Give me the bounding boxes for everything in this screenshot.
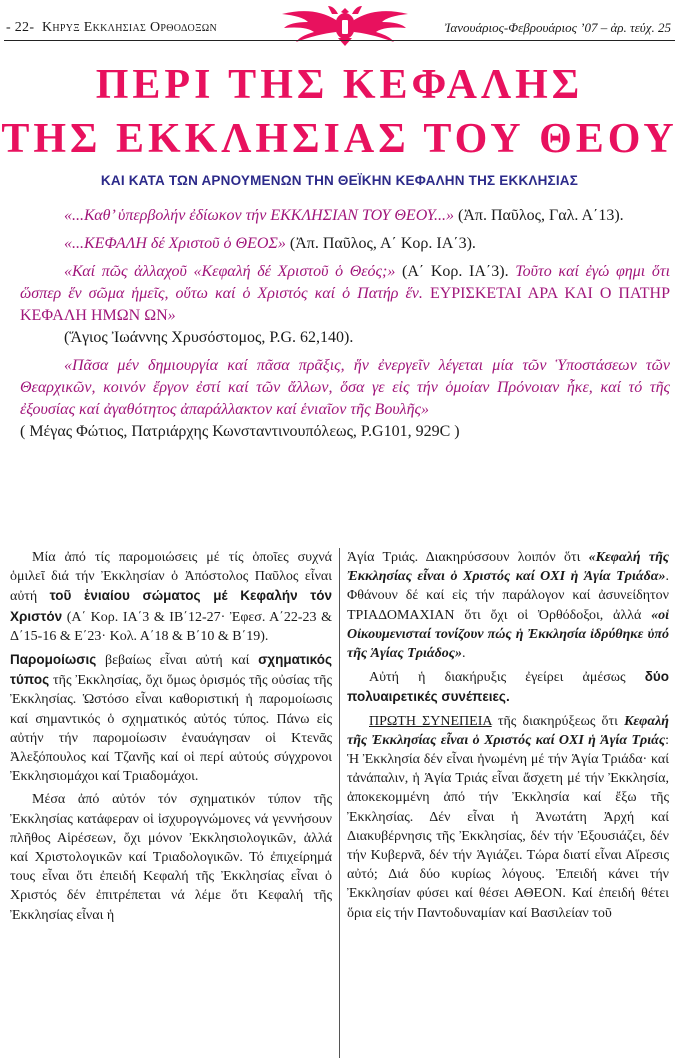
publication-name: Κηρυξ Εκκλησιας Ορθοδοξων [41,20,218,35]
right-column [347,548,669,927]
quote-1 [20,205,670,227]
quote-3-ref-b: (Ἅγιος Ἰωάννης Χρυσόστομος, P.G. 62,140). [64,329,354,346]
left-paragraph-2: Παρομοίωσις βεβαίως εἶναι αὐτή καί σχηματικός τύπος τῆς Ἐκκλησίας, ὄχι ὅμως ὁρισμός τῆς οὐσίας τῆς Ἐκκλησίας. Ὡστόσο εἶναι καθοριστική ἡ παρομοίωσις καί σημαντικός ὁ σχηματικός αὐτός τύπος. Πάνω εἰς αὐτήν τήν παρομοίωσιν ἐναυάγησαν οἱ Κτενᾶς Ἀλεξόπουλος καί Τζανῆς καί οἱ περί αὐτούς σύγχρονοι Ἐκκλησιομάχοι καί Τριαδομάχοι. [10,652,332,785]
page-number-and-publication [6,20,217,36]
page-header [0,0,679,46]
left-paragraph-1: Μία ἀπό τίς παρομοιώσεις μέ τίς ὁποῖες συχνά ὁμιλεῖ διά τήν Ἐκκλησίαν ὁ Ἀπόστολος Παῦλος εἶναι αὐτή τοῦ ἑνιαίου σώματος μέ Κεφαλήν τόν Χριστόν (Α΄ Κορ. ΙΑ΄3 & ΙΒ΄12-27· Ἐφεσ. Α΄22-23 & Δ΄15-16 & Ε΄23· Κολ. Α΄18 & Β΄10 & Β΄19). [10,550,332,644]
subtitle: ΚΑΙ ΚΑΤΑ ΤΩΝ ΑΡΝΟΥΜΕΝΩΝ ΤΗΝ ΘΕΪΚΗΝ ΚΕΦΑΛΗΝ ΤΗΣ ΕΚΚΛΗΣΙΑΣ [100,173,579,188]
first-consequence-heading: ΠΡΩΤΗ ΣΥΝΕΠΕΙΑ [369,713,492,729]
quote-3-close: » [167,307,176,324]
title-line-1: ΠΕΡΙ ΤΗΣ ΚΕΦΑΛΗΣ [95,62,584,108]
right-paragraph-1: Ἁγία Τριάς. Διακηρύσσουν λοιπόν ὅτι «Κεφαλή τῆς Ἐκκλησίας εἶναι ὁ Χριστός καί ΟΧΙ ἡ Ἁγία Τριάδα». Φθάνουν δέ καί εἰς τήν παράλογον καί ἀσυνείδητον ΤΡΙΑΔΟΜΑΧΙΑΝ ὅτι ὄχι οἱ Ὀρθόδοξοι, ἀλλά «οἱ Οἰκουμενισταί τονίζουν πώς ἡ Ἐκκλησία ἱδρύθηκε ὑπό τῆς Ἁγίας Τριάδος». [347,550,669,662]
left-paragraph-3: Μέσα ἀπό αὐτόν τόν σχηματικόν τύπον τῆς Ἐκκλησίας κατάφεραν οἱ ἰσχυρογνώμονες νά γεννήσουν πλῆθος Αἱρέσεων, ὄχι μόνον Ἐκκλησιολογικῶν, ἀλλά καί Χριστολογικῶν καί Τριαδολογικῶν. Τό ἐπιχείρημά τους εἶναι ὅτι ἐπειδή Κεφαλή τῆς Ἐκκλησίας εἶναι ὁ Χριστός δέν ἐπιτρέπεται νά λέμε ὅτι Κεφαλή τῆς Ἐκκλησίας εἶναι ἡ [10,792,332,923]
quote-4-text: «Πᾶσα μέν δημιουργία καί πᾶσα πρᾶξις, ἥν ἐνεργεῖν λέγεται μία τῶν Ὑποστάσεων τῶν Θεαρχικῶν, κοινόν ἔργον ἐστί καί τῶν ἄλλων, ὅσα γε εἰς τήν ὁμοίαν Πρόνοιαν ἧκε, καί τό τῆς ἐξουσίας καί ἀγαθότητος ἀπαράλλακτον καί ἑνιαῖον τῆς Βουλῆς» [20,357,670,418]
page-number: - 22- [6,20,35,35]
quote-3 [20,261,670,349]
left-p1-bold: τοῦ ἑνιαίου σώματος μέ Κεφαλήν τόν Χριστόν [10,588,332,624]
quote-4 [20,355,670,443]
quote-1-text: «...Καθ’ ὑπερβολήν ἐδίωκον τήν ΕΚΚΛΗΣΙΑΝ ΤΟΥ ΘΕΟΥ...» [64,207,455,224]
quote-2 [20,233,670,255]
title-line-2: ΤΗΣ ΕΚΚΛΗΣΙΑΣ ΤΟΥ ΘΕΟΥ [1,116,678,162]
quote-2-text: «...ΚΕΦΑΛΗ δέ Χριστοῦ ὁ ΘΕΟΣ» [64,235,286,252]
quote-1-ref: (Ἀπ. Παῦλος, Γαλ. Α΄13). [458,207,624,224]
quote-3-text-b: Τοῦτο καί ἐγώ φημι ὅτι ὥσπερ ἕν σῶμα ἡμεῖς, οὕτω καί ὁ Χριστός καί ὁ Πατήρ ἕν. [20,263,671,302]
quote-3-text-a: «Καί πῶς ἀλλαχοῦ «Κεφαλή δέ Χριστοῦ ὁ Θεός;» [64,263,396,280]
issue-info: Ἰανουάριος-Φεβρουάριος ’07 – ἀρ. τεύχ. 25 [444,20,671,35]
left-column [10,548,332,929]
header-rule [4,40,675,41]
column-divider [339,548,340,1058]
right-paragraph-2: Αὐτή ἡ διακήρυξις ἐγείρει ἀμέσως δύο πολυαιρετικές συνέπειες. [347,669,669,705]
quote-3-caps: ΕΥΡΙΣΚΕΤΑΙ ΑΡΑ ΚΑΙ Ο ΠΑΤΗΡ ΚΕΦΑΛΗ ΗΜΩΝ ΩΝ [20,285,671,324]
right-paragraph-3: ΠΡΩΤΗ ΣΥΝΕΠΕΙΑ τῆς διακηρύξεως ὅτι Κεφαλή τῆς Ἐκκλησίας εἶναι ὁ Χριστός καί ΟΧΙ ἡ Ἁγία Τριάς: Ἡ Ἐκκλησία δέν εἶναι ἡνωμένη μέ τήν Ἁγία Τριάδα· καί τἀνάπαλιν, ἡ Ἁγία Τριάς εἶναι ἄσχετη μέ τήν Ἐκκλησία, ἀποκεκομμένη ἀπό τήν Ἐκκλησία καί ἔξω τῆς Ἐκκλησίας. Δέν εἶναι ἡ Ἀνωτάτη Ἀρχή καί Διακυβέρνησις τῆς Ἐκκλησίας, δέν τήν Ἐξουσιάζει, δέν τήν Κυβερνᾶ, δέν τήν Ἁγιάζει. Τώρα διατί εἶναι Αἵρεσις αὐτό; Διά δύο κυρίως λόγους. Ἐπειδή κάνει τήν Ἐκκλησίαν φύσει καί θέσει ΑΘΕΟΝ. Καί ἐπειδή θέτει ὅρια εἰς τήν Παντοδυναμίαν καί Βασιλείαν τοῦ [347,713,669,921]
quote-3-ref-a: (Α΄ Κορ. ΙΑ΄3). [402,263,509,280]
quote-4-ref: ( Μέγας Φώτιος, Πατριάρχης Κωνσταντινουπόλεως, P.G101, 929C ) [20,423,460,440]
quote-2-ref: (Ἀπ. Παῦλος, Α΄ Κορ. ΙΑ΄3). [289,235,476,252]
quotes-block [20,205,670,449]
